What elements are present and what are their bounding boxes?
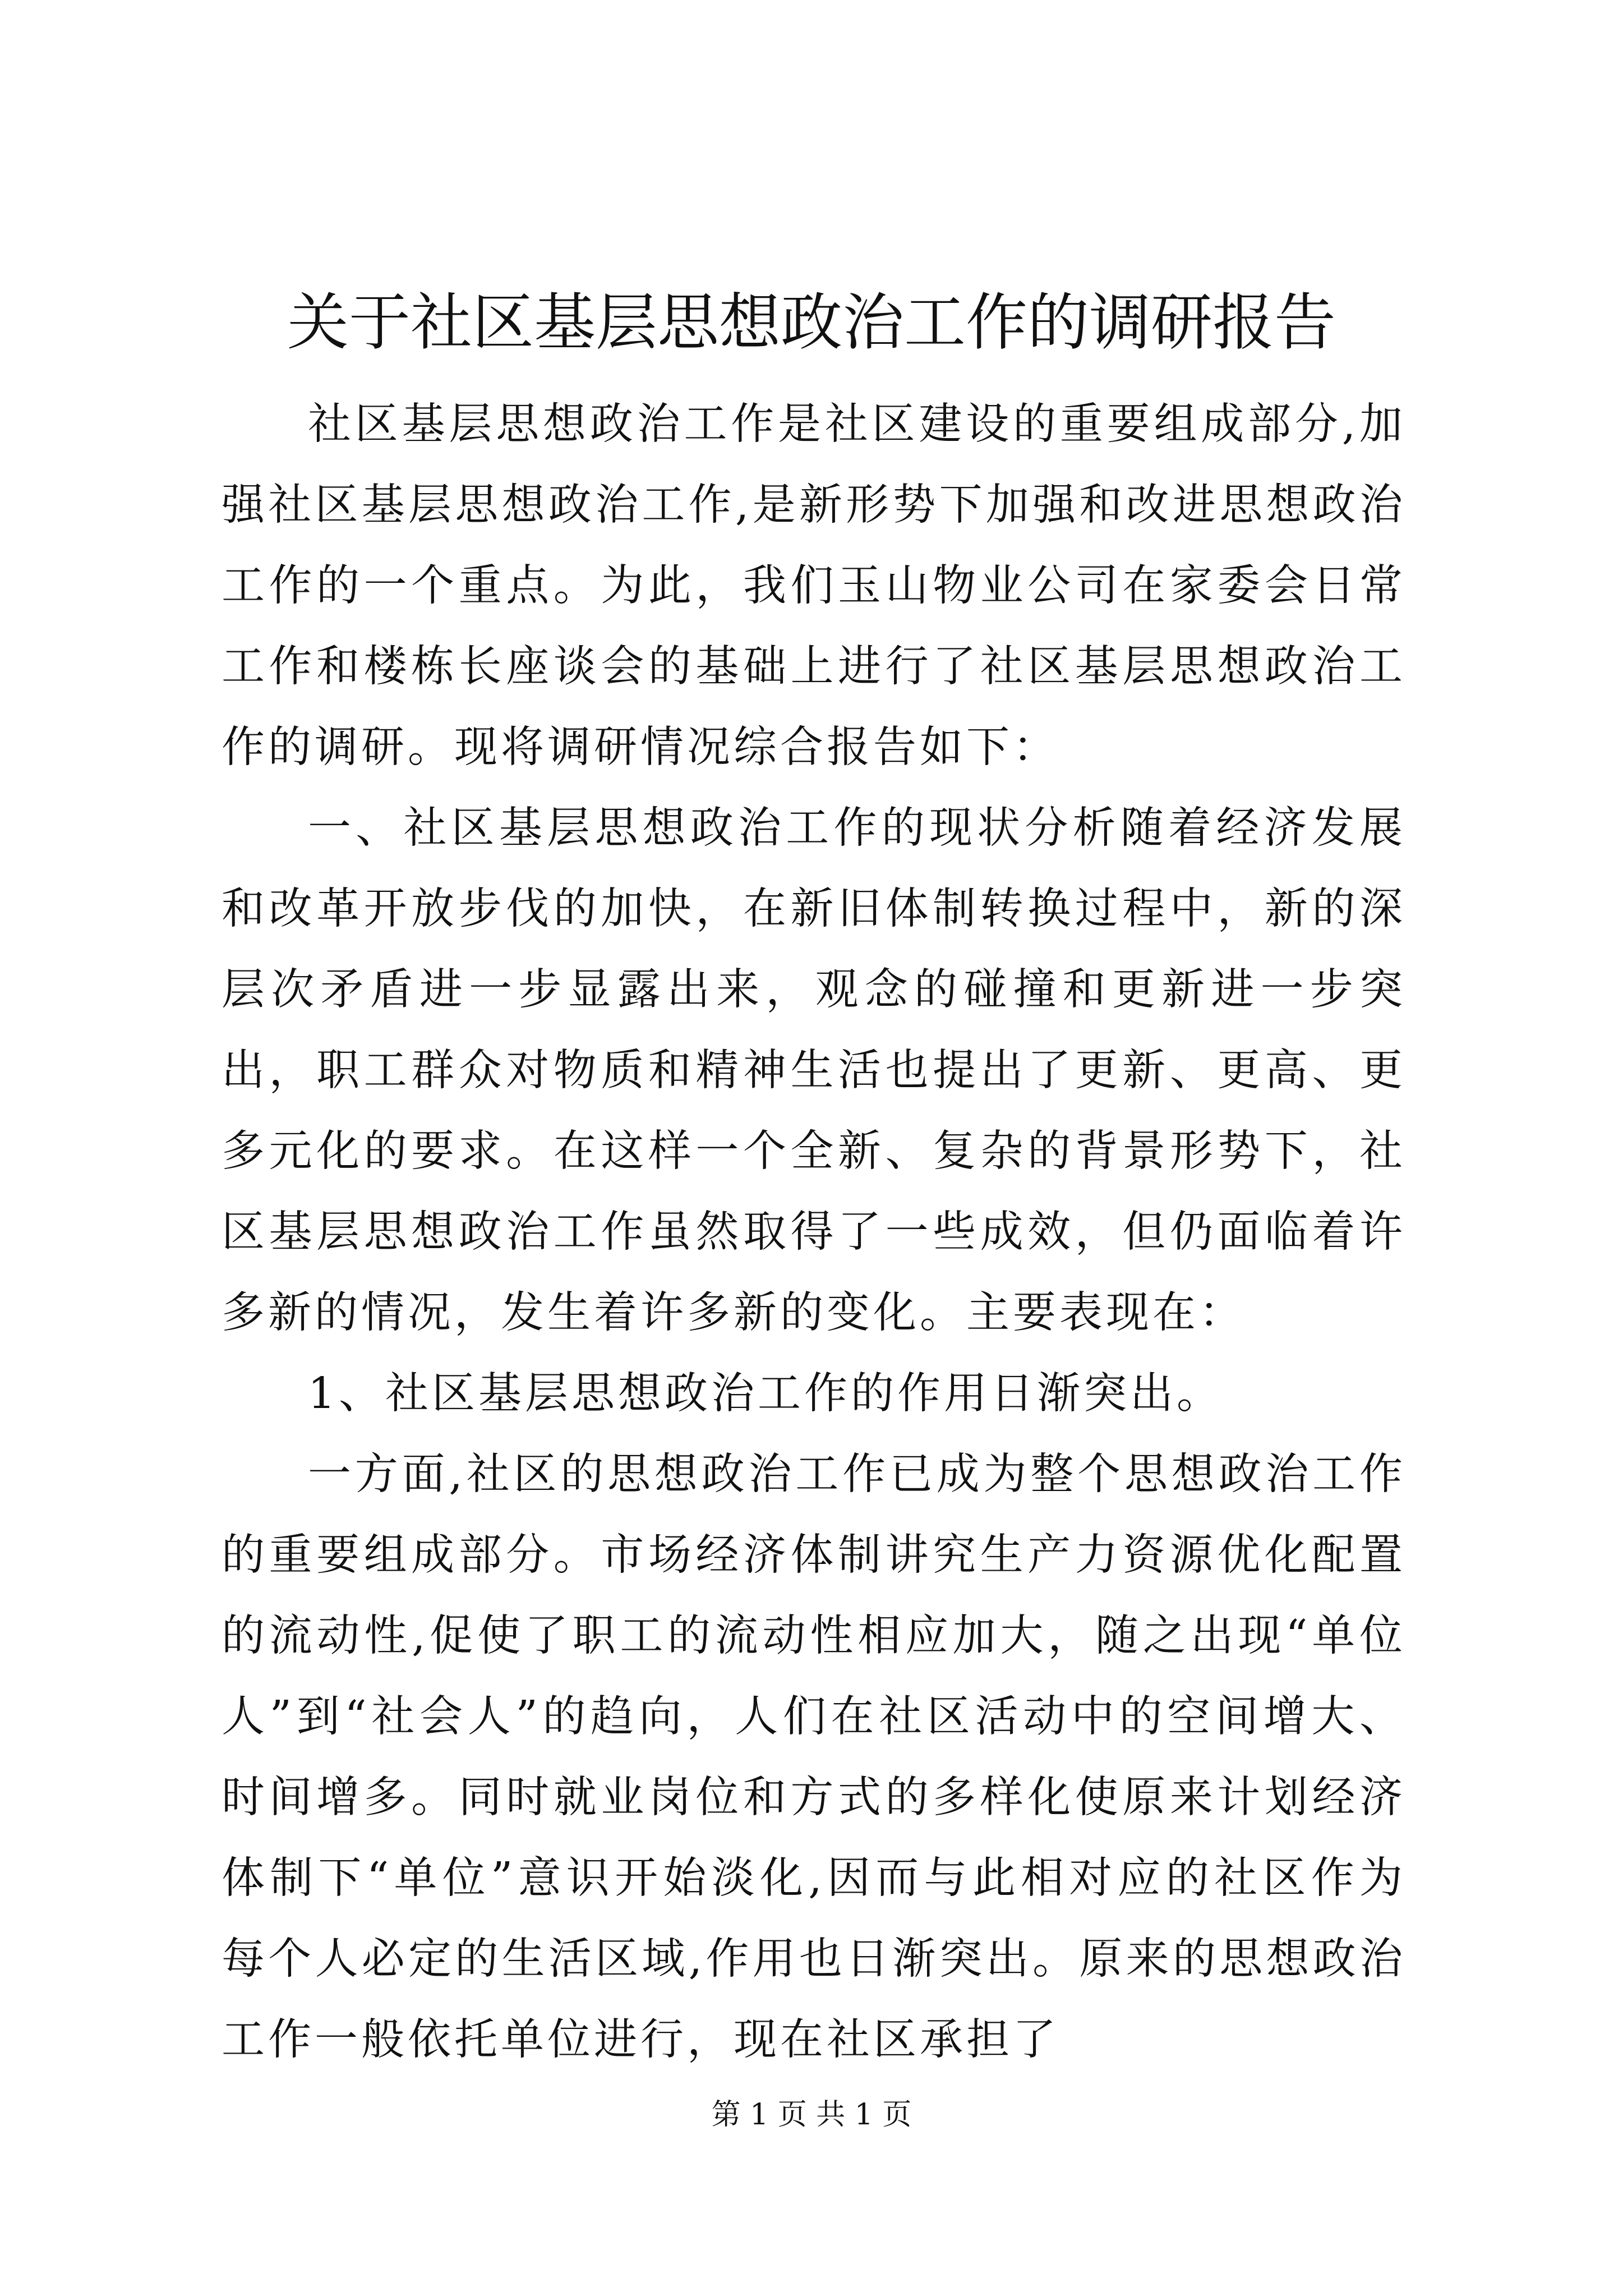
paragraph-point-one: 1、社区基层思想政治工作的作用日渐突出。: [308, 1369, 1223, 1419]
paragraph-section-one: 一、社区基层思想政治工作的现状分析随着经济发展和改革开放步伐的加快，在新旧体制转换过程中，新的深层次矛盾进一步显露出来，观念的碰撞和更新进一步突出，职工群众对物质和精神生活也提出了更新、更高、更多元化的要求。在这样一个全新、复杂的背景形势下，社区基层思想政治工作虽然取得了一些成效，但仍面临着许多新的情况，发生着许多新的变化。主要表现在：: [222, 803, 1406, 1338]
paragraph-intro: 社区基层思想政治工作是社区建设的重要组成部分,加强社区基层思想政治工作,是新形势下加强和改进思想政治工作的一个重点。为此，我们玉山物业公司在家委会日常工作和楼栋长座谈会的基础上进行了社区基层思想政治工作的调研。现将调研情况综合报告如下：: [222, 399, 1406, 772]
page-footer: 第 1 页 共 1 页: [711, 2098, 912, 2132]
paragraph-on-one-hand: 一方面,社区的思想政治工作已成为整个思想政治工作的重要组成部分。市场经济体制讲究生产力资源优化配置的流动性,促使了职工的流动性相应加大，随之出现“单位人”到“社会人”的趋向，人们在社区活动中的空间增大、时间增多。同时就业岗位和方式的多样化使原来计划经济体制下“单位”意识开始淡化,因而与此相对应的社区作为每个人必定的生活区域,作用也日渐突出。原来的思想政治工作一般依托单位进行，现在社区承担了: [222, 1450, 1406, 2065]
document-body: [222, 384, 1406, 2081]
document-title: 关于社区基层思想政治工作的调研报告: [287, 287, 1336, 358]
